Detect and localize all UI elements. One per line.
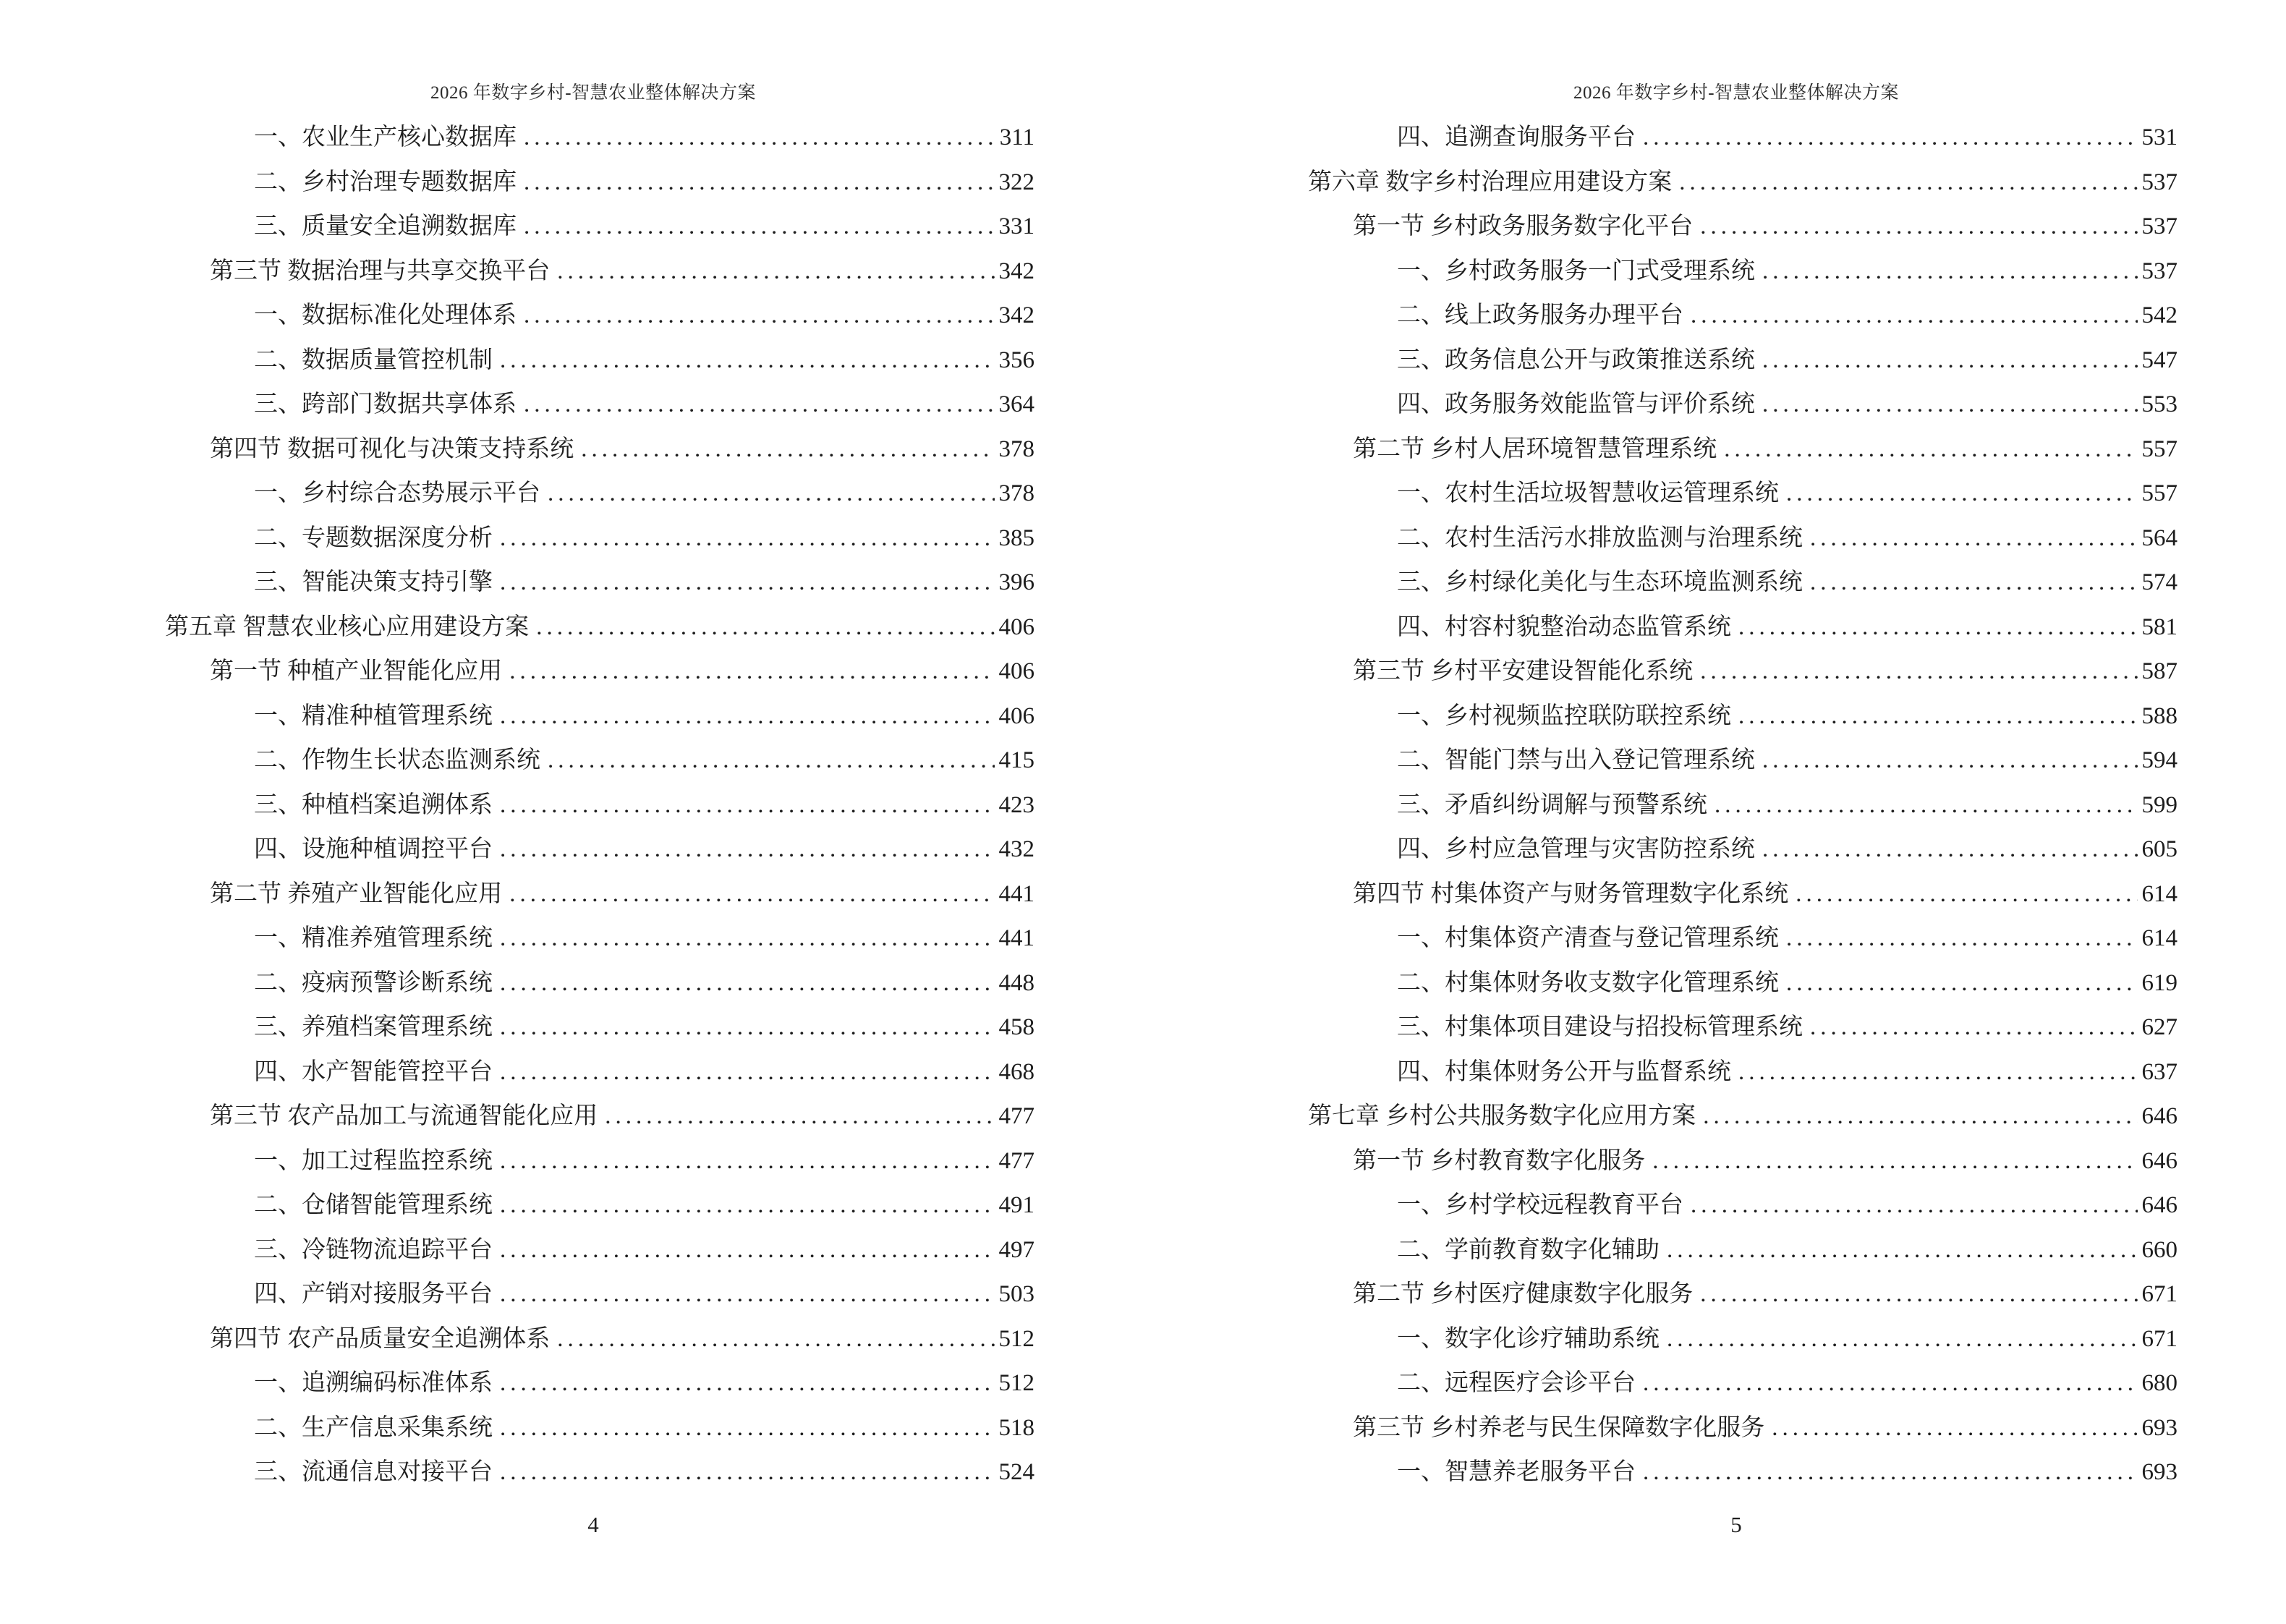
toc-leader-dots — [1738, 1050, 2138, 1095]
toc-entry-title: 二、智能门禁与出入登记管理系统 — [1397, 747, 1755, 773]
toc-leader-dots — [1738, 694, 2138, 739]
toc-page-number: 646 — [2141, 1103, 2177, 1129]
toc-entry-title: 二、农村生活污水排放监测与治理系统 — [1397, 524, 1803, 551]
toc-list-left — [165, 116, 1034, 1495]
toc-leader-dots — [581, 428, 994, 472]
toc-leader-dots — [1762, 739, 2138, 783]
toc-entry-title: 二、疫病预警诊断系统 — [254, 969, 493, 996]
toc-entry[interactable] — [165, 294, 1034, 339]
toc-entry-title: 一、加工过程监控系统 — [254, 1147, 493, 1174]
page-header: 2026 年数字乡村-智慧农业整体解决方案 — [1573, 83, 1900, 103]
toc-entry[interactable] — [165, 650, 1034, 694]
toc-page-number: 671 — [2141, 1325, 2177, 1352]
toc-page-number: 594 — [2141, 747, 2177, 773]
toc-page-number: 331 — [998, 213, 1034, 239]
toc-page-number: 503 — [998, 1281, 1034, 1307]
toc-page-number: 637 — [2141, 1058, 2177, 1085]
toc-entry-title: 一、乡村综合态势展示平台 — [254, 480, 540, 506]
toc-entry-title: 一、智慧养老服务平台 — [1397, 1459, 1636, 1485]
toc-page-number: 342 — [998, 258, 1034, 284]
toc-entry[interactable] — [165, 1272, 1034, 1317]
toc-page-number: 512 — [998, 1325, 1034, 1352]
toc-leader-dots — [500, 1006, 995, 1050]
toc-leader-dots — [524, 116, 995, 161]
page-number: 4 — [587, 1512, 599, 1537]
toc-entry[interactable] — [165, 1183, 1034, 1228]
toc-entry-title: 一、村集体资产清查与登记管理系统 — [1397, 925, 1779, 951]
toc-leader-dots — [524, 205, 995, 250]
toc-leader-dots — [1772, 1406, 2137, 1451]
toc-leader-dots — [605, 1094, 994, 1139]
toc-entry[interactable] — [1308, 917, 2177, 961]
toc-entry-title: 二、乡村治理专题数据库 — [254, 169, 517, 195]
toc-page-number: 574 — [2141, 569, 2177, 595]
toc-leader-dots — [1643, 1361, 2138, 1406]
toc-entry-title: 三、流通信息对接平台 — [254, 1459, 493, 1485]
toc-entry-title: 第四节 数据可视化与决策支持系统 — [210, 435, 574, 462]
toc-entry-title: 二、专题数据深度分析 — [254, 524, 493, 551]
toc-entry-title: 一、追溯编码标准体系 — [254, 1370, 493, 1396]
toc-entry[interactable] — [1308, 1094, 2177, 1139]
toc-entry-title: 第七章 乡村公共服务数字化应用方案 — [1308, 1103, 1696, 1129]
toc-leader-dots — [500, 1228, 995, 1273]
toc-leader-dots — [524, 161, 995, 205]
toc-page-number: 693 — [2141, 1459, 2177, 1485]
toc-entry-title: 一、农村生活垃圾智慧收运管理系统 — [1397, 480, 1779, 506]
toc-entry[interactable] — [165, 1139, 1034, 1184]
toc-leader-dots — [500, 1406, 995, 1451]
toc-entry[interactable] — [1308, 1006, 2177, 1050]
toc-entry[interactable] — [1308, 961, 2177, 1006]
toc-page-number: 364 — [998, 391, 1034, 417]
toc-leader-dots — [500, 1450, 995, 1495]
toc-page-number: 588 — [2141, 702, 2177, 729]
toc-leader-dots — [524, 383, 995, 428]
toc-page-number: 512 — [998, 1370, 1034, 1396]
toc-entry-title: 第五章 智慧农业核心应用建设方案 — [165, 613, 530, 640]
toc-leader-dots — [1643, 1450, 2138, 1495]
toc-leader-dots — [500, 1361, 995, 1406]
toc-page-number: 423 — [998, 791, 1034, 818]
toc-entry[interactable] — [165, 516, 1034, 561]
toc-page-number: 693 — [2141, 1414, 2177, 1441]
toc-leader-dots — [1762, 339, 2138, 383]
toc-leader-dots — [1810, 1006, 2138, 1050]
toc-entry-title: 四、村容村貌整治动态监管系统 — [1397, 613, 1731, 640]
toc-entry-title: 第一节 乡村政务服务数字化平台 — [1353, 213, 1694, 239]
toc-entry[interactable] — [1308, 428, 2177, 472]
toc-page-number: 646 — [2141, 1192, 2177, 1218]
toc-entry-title: 第三节 数据治理与共享交换平台 — [210, 258, 551, 284]
toc-entry-title: 一、数字化诊疗辅助系统 — [1397, 1325, 1660, 1352]
toc-page-number: 553 — [2141, 391, 2177, 417]
toc-entry-title: 第三节 乡村平安建设智能化系统 — [1353, 658, 1694, 684]
toc-list-right — [1308, 116, 2177, 1495]
toc-page-number: 477 — [998, 1147, 1034, 1174]
toc-entry-title: 一、农业生产核心数据库 — [254, 124, 517, 150]
toc-page-number: 415 — [998, 747, 1034, 773]
toc-page-number: 614 — [2141, 925, 2177, 951]
toc-page-number: 671 — [2141, 1281, 2177, 1307]
toc-entry-title: 一、精准种植管理系统 — [254, 702, 493, 729]
toc-entry-title: 三、种植档案追溯体系 — [254, 791, 493, 818]
toc-entry-title: 三、冷链物流追踪平台 — [254, 1236, 493, 1263]
toc-page-number: 342 — [998, 302, 1034, 328]
toc-entry-title: 一、乡村视频监控联防联控系统 — [1397, 702, 1731, 729]
toc-entry[interactable] — [165, 739, 1034, 783]
toc-page-number: 378 — [998, 435, 1034, 462]
toc-entry[interactable] — [1308, 650, 2177, 694]
toc-entry[interactable] — [1308, 1317, 2177, 1362]
toc-entry-title: 二、仓储智能管理系统 — [254, 1192, 493, 1218]
toc-entry-title: 四、政务服务效能监管与评价系统 — [1397, 391, 1755, 417]
toc-entry[interactable] — [165, 783, 1034, 828]
toc-entry-title: 第四节 村集体资产与财务管理数字化系统 — [1353, 880, 1789, 907]
page-number: 5 — [1730, 1512, 1742, 1537]
toc-entry-title: 三、村集体项目建设与招投标管理系统 — [1397, 1014, 1803, 1040]
toc-entry-title: 四、水产智能管控平台 — [254, 1058, 493, 1085]
toc-entry[interactable] — [165, 205, 1034, 250]
toc-leader-dots — [1796, 872, 2137, 917]
toc-entry-title: 一、乡村政务服务一门式受理系统 — [1397, 258, 1755, 284]
toc-entry-title: 三、矛盾纠纷调解与预警系统 — [1397, 791, 1707, 818]
toc-entry[interactable] — [1308, 1139, 2177, 1184]
toc-entry-title: 一、乡村学校远程教育平台 — [1397, 1192, 1683, 1218]
toc-entry-title: 三、质量安全追溯数据库 — [254, 213, 517, 239]
toc-page-number: 587 — [2141, 658, 2177, 684]
toc-entry[interactable] — [1308, 294, 2177, 339]
toc-entry[interactable] — [165, 1361, 1034, 1406]
toc-entry[interactable] — [1308, 739, 2177, 783]
toc-entry-title: 三、政务信息公开与政策推送系统 — [1397, 347, 1755, 373]
toc-entry-title: 二、生产信息采集系统 — [254, 1414, 493, 1441]
toc-leader-dots — [1700, 1272, 2137, 1317]
toc-leader-dots — [500, 1139, 995, 1184]
toc-page-number: 468 — [998, 1058, 1034, 1085]
toc-page-number: 614 — [2141, 880, 2177, 907]
toc-entry-title: 一、数据标准化处理体系 — [254, 302, 517, 328]
toc-page-number: 432 — [998, 836, 1034, 862]
page-header: 2026 年数字乡村-智慧农业整体解决方案 — [430, 83, 757, 103]
toc-entry-title: 第一节 乡村教育数字化服务 — [1353, 1147, 1646, 1174]
toc-page-number: 378 — [998, 480, 1034, 506]
toc-page-number: 356 — [998, 347, 1034, 373]
toc-leader-dots — [509, 650, 994, 694]
toc-leader-dots — [1810, 516, 2138, 561]
toc-leader-dots — [1667, 1228, 2138, 1273]
toc-entry[interactable] — [165, 917, 1034, 961]
toc-page-number: 660 — [2141, 1236, 2177, 1263]
toc-entry[interactable] — [1308, 1050, 2177, 1095]
toc-entry[interactable] — [1308, 250, 2177, 294]
toc-leader-dots — [1667, 1317, 2138, 1362]
toc-entry[interactable] — [165, 1006, 1034, 1050]
toc-leader-dots — [1652, 1139, 2137, 1184]
toc-leader-dots — [557, 1317, 994, 1362]
toc-entry[interactable] — [165, 828, 1034, 872]
toc-entry-title: 四、追溯查询服务平台 — [1397, 124, 1636, 150]
toc-page-number: 406 — [998, 613, 1034, 640]
toc-leader-dots — [1786, 917, 2138, 961]
toc-entry[interactable] — [1308, 1183, 2177, 1228]
toc-entry[interactable] — [165, 428, 1034, 472]
toc-page-number: 497 — [998, 1236, 1034, 1263]
toc-leader-dots — [500, 561, 995, 605]
toc-entry[interactable] — [1308, 1406, 2177, 1451]
toc-leader-dots — [1762, 383, 2138, 428]
toc-entry[interactable] — [1308, 694, 2177, 739]
toc-page-number: 477 — [998, 1103, 1034, 1129]
toc-entry-title: 二、村集体财务收支数字化管理系统 — [1397, 969, 1779, 996]
toc-entry-title: 第三节 乡村养老与民生保障数字化服务 — [1353, 1414, 1765, 1441]
toc-entry[interactable] — [1308, 1450, 2177, 1495]
toc-leader-dots — [1786, 961, 2138, 1006]
toc-leader-dots — [1714, 783, 2138, 828]
toc-leader-dots — [1810, 561, 2138, 605]
toc-leader-dots — [524, 294, 995, 339]
toc-page-number: 524 — [998, 1459, 1034, 1485]
toc-page-number: 542 — [2141, 302, 2177, 328]
toc-page-number: 441 — [998, 880, 1034, 907]
toc-entry-title: 二、线上政务服务办理平台 — [1397, 302, 1683, 328]
toc-leader-dots — [500, 828, 995, 872]
toc-entry-title: 二、学前教育数字化辅助 — [1397, 1236, 1660, 1263]
toc-leader-dots — [548, 472, 995, 516]
toc-page-number: 619 — [2141, 969, 2177, 996]
toc-leader-dots — [1679, 161, 2137, 205]
toc-entry[interactable] — [1308, 205, 2177, 250]
toc-page-number: 537 — [2141, 169, 2177, 195]
toc-leader-dots — [1724, 428, 2137, 472]
toc-entry[interactable] — [165, 250, 1034, 294]
toc-page-number: 385 — [998, 524, 1034, 551]
toc-page-number: 518 — [998, 1414, 1034, 1441]
toc-entry[interactable] — [1308, 872, 2177, 917]
toc-entry-title: 三、智能决策支持引擎 — [254, 569, 493, 595]
toc-entry-title: 三、养殖档案管理系统 — [254, 1014, 493, 1040]
toc-leader-dots — [500, 917, 995, 961]
toc-leader-dots — [1700, 650, 2137, 694]
toc-leader-dots — [500, 516, 995, 561]
toc-entry[interactable] — [165, 472, 1034, 516]
toc-leader-dots — [536, 605, 994, 650]
toc-leader-dots — [1786, 472, 2138, 516]
toc-entry[interactable] — [165, 694, 1034, 739]
toc-leader-dots — [557, 250, 994, 294]
toc-entry[interactable] — [165, 116, 1034, 161]
toc-entry[interactable] — [165, 1450, 1034, 1495]
toc-page-number: 627 — [2141, 1014, 2177, 1040]
toc-leader-dots — [500, 1050, 995, 1095]
toc-entry-title: 第二节 乡村人居环境智慧管理系统 — [1353, 435, 1717, 462]
toc-leader-dots — [500, 1272, 995, 1317]
toc-entry-title: 第四节 农产品质量安全追溯体系 — [210, 1325, 551, 1352]
toc-entry-title: 三、乡村绿化美化与生态环境监测系统 — [1397, 569, 1803, 595]
toc-entry[interactable] — [1308, 472, 2177, 516]
toc-page-number: 406 — [998, 658, 1034, 684]
toc-entry[interactable] — [1308, 1228, 2177, 1273]
toc-entry-title: 四、产销对接服务平台 — [254, 1281, 493, 1307]
toc-page-number: 406 — [998, 702, 1034, 729]
toc-entry-title: 第一节 种植产业智能化应用 — [210, 658, 503, 684]
toc-entry[interactable] — [1308, 383, 2177, 428]
toc-entry[interactable] — [165, 1094, 1034, 1139]
toc-entry-title: 四、村集体财务公开与监督系统 — [1397, 1058, 1731, 1085]
toc-page-number: 564 — [2141, 524, 2177, 551]
toc-page-number: 311 — [999, 124, 1034, 150]
toc-leader-dots — [1738, 605, 2138, 650]
toc-entry[interactable] — [165, 1317, 1034, 1362]
toc-entry[interactable] — [1308, 516, 2177, 561]
toc-entry[interactable] — [165, 561, 1034, 605]
toc-entry-title: 二、数据质量管控机制 — [254, 347, 493, 373]
toc-entry[interactable] — [1308, 605, 2177, 650]
toc-entry[interactable] — [1308, 116, 2177, 161]
toc-page-number: 557 — [2141, 435, 2177, 462]
toc-page-number: 599 — [2141, 791, 2177, 818]
toc-page-number: 322 — [998, 169, 1034, 195]
toc-leader-dots — [1691, 294, 2138, 339]
toc-entry-title: 四、设施种植调控平台 — [254, 836, 493, 862]
toc-page-number: 547 — [2141, 347, 2177, 373]
toc-entry[interactable] — [165, 1050, 1034, 1095]
toc-page-number: 396 — [998, 569, 1034, 595]
toc-page-number: 531 — [2141, 124, 2177, 150]
toc-entry[interactable] — [1308, 339, 2177, 383]
toc-page-number: 458 — [998, 1014, 1034, 1040]
toc-leader-dots — [500, 694, 995, 739]
toc-entry[interactable] — [1308, 783, 2177, 828]
toc-entry-title: 三、跨部门数据共享体系 — [254, 391, 517, 417]
toc-entry-title: 二、远程医疗会诊平台 — [1397, 1370, 1636, 1396]
toc-leader-dots — [500, 961, 995, 1006]
toc-page-number: 537 — [2141, 213, 2177, 239]
toc-page-number: 491 — [998, 1192, 1034, 1218]
toc-leader-dots — [500, 1183, 995, 1228]
toc-entry[interactable] — [1308, 1361, 2177, 1406]
toc-leader-dots — [1762, 250, 2138, 294]
toc-entry-title: 第三节 农产品加工与流通智能化应用 — [210, 1103, 598, 1129]
toc-entry[interactable] — [165, 383, 1034, 428]
toc-leader-dots — [500, 783, 995, 828]
toc-page-number: 605 — [2141, 836, 2177, 862]
toc-page-number: 557 — [2141, 480, 2177, 506]
toc-entry[interactable] — [165, 161, 1034, 205]
toc-entry[interactable] — [1308, 828, 2177, 872]
toc-leader-dots — [1762, 828, 2138, 872]
toc-entry[interactable] — [1308, 1272, 2177, 1317]
toc-entry-title: 四、乡村应急管理与灾害防控系统 — [1397, 836, 1755, 862]
toc-entry-title: 第六章 数字乡村治理应用建设方案 — [1308, 169, 1673, 195]
toc-leader-dots — [1643, 116, 2138, 161]
toc-page-number: 581 — [2141, 613, 2177, 640]
toc-entry-title: 第二节 乡村医疗健康数字化服务 — [1353, 1281, 1694, 1307]
toc-entry[interactable] — [165, 339, 1034, 383]
toc-entry[interactable] — [165, 872, 1034, 917]
toc-entry[interactable] — [165, 605, 1034, 650]
toc-entry[interactable] — [1308, 561, 2177, 605]
toc-leader-dots — [1691, 1183, 2138, 1228]
toc-entry[interactable] — [165, 1228, 1034, 1273]
toc-page-number: 441 — [998, 925, 1034, 951]
toc-page-number: 448 — [998, 969, 1034, 996]
toc-entry[interactable] — [1308, 161, 2177, 205]
toc-entry-title: 一、精准养殖管理系统 — [254, 925, 493, 951]
toc-entry-title: 第二节 养殖产业智能化应用 — [210, 880, 503, 907]
toc-entry-title: 二、作物生长状态监测系统 — [254, 747, 540, 773]
toc-leader-dots — [1703, 1094, 2137, 1139]
toc-page-number: 646 — [2141, 1147, 2177, 1174]
toc-leader-dots — [1700, 205, 2137, 250]
toc-leader-dots — [509, 872, 994, 917]
toc-entry[interactable] — [165, 961, 1034, 1006]
toc-entry[interactable] — [165, 1406, 1034, 1451]
toc-page-number: 680 — [2141, 1370, 2177, 1396]
toc-page-number: 537 — [2141, 258, 2177, 284]
page-right — [1143, 0, 2286, 1624]
toc-leader-dots — [548, 739, 995, 783]
toc-leader-dots — [500, 339, 995, 383]
